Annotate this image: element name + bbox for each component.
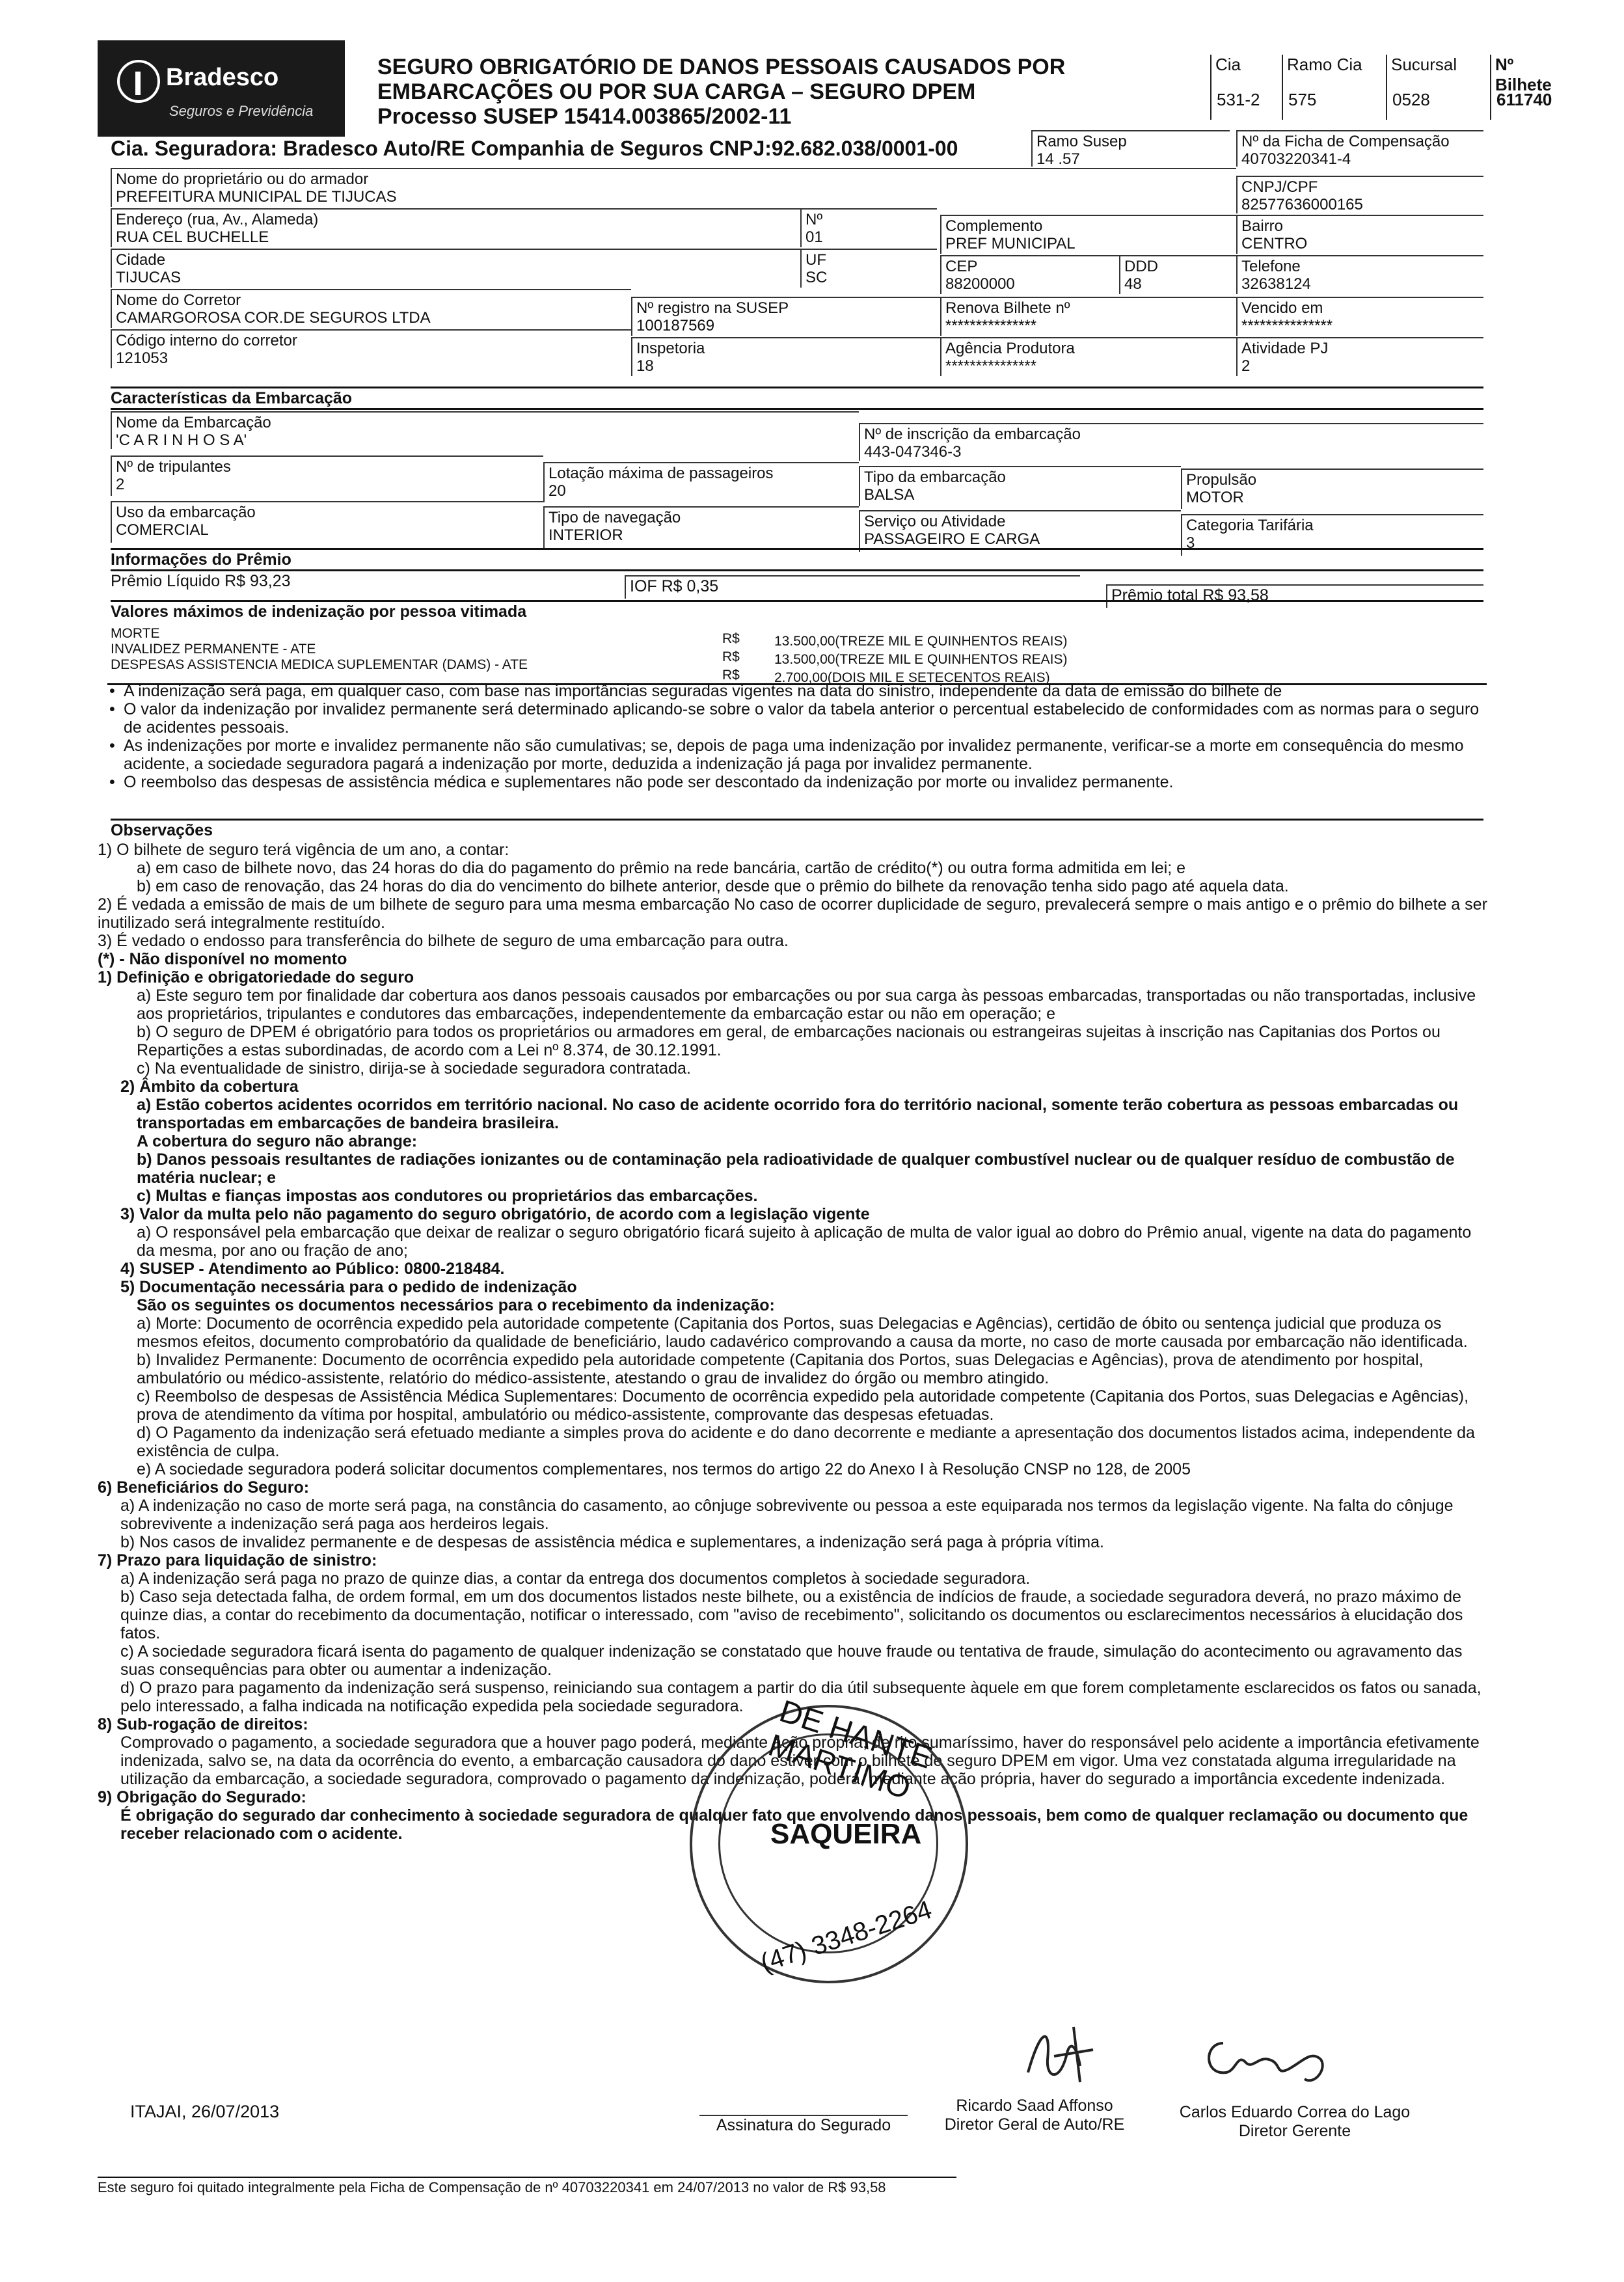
observation-item: c) A sociedade seguradora ficará isenta do pagamento de qualquer indenização se constatado que houve fraude ou tentativa de fraude, simulação do acontecimento ou agravamento das suas consequências para obter ou aumentar a indenização. (120, 1642, 1463, 1679)
bairro-label: Bairro (1241, 217, 1284, 235)
cidade-label: Cidade (116, 251, 166, 269)
document-title (377, 55, 1171, 129)
bilhete-cell (1490, 55, 1575, 120)
renova-field (940, 297, 1236, 336)
ficha-value: 40703220341-4 (1241, 150, 1351, 167)
registro-field (631, 297, 940, 336)
ddd-value: 48 (1124, 275, 1142, 293)
agencia-label: Agência Produtora (945, 340, 1075, 357)
telefone-label: Telefone (1241, 258, 1301, 275)
endereco-value: RUA CEL BUCHELLE (116, 228, 269, 246)
brand-subtitle: Seguros e Previdência (169, 103, 314, 119)
cobertura-nome: INVALIDEZ PERMANENTE - ATE (111, 642, 316, 657)
local-data: ITAJAI, 26/07/2013 (130, 2102, 280, 2121)
sucursal-value: 0528 (1392, 90, 1430, 109)
tripulantes-value: 2 (116, 476, 125, 493)
observation-item: a) Morte: Documento de ocorrência expedido pela autoridade competente (Capitania dos Portos, suas Delegacias e Agências), certidão de óbito ou sentença judicial que produza os mesmos efeitos, documento comprobatório da qualidade de beneficiário, laudo cadavérico comprovando a causa da morte, no caso de morte causada por embarcação não identificada. (137, 1314, 1468, 1351)
observation-item: b) O seguro de DPEM é obrigatório para todos os proprietários ou armadores em geral, de embarcações nacionais ou estrangeiras sujeitas à inscrição nas Capitanias dos Portos ou Repartições a estas subordinadas, de acordo com a Lei nº 8.374, de 30.12.1991. (137, 1023, 1441, 1059)
lotacao-label: Lotação máxima de passageiros (548, 465, 774, 482)
observation-item: c) Reembolso de despesas de Assistência Médica Suplementares: Documento de ocorrência expedido pela autoridade competente (Capitania dos Portos, suas Delegacias e Agências), prova de atendimento da vítima por hospital, ambulatório ou médico-assistente, comprovante das despesas efetuadas. (137, 1387, 1469, 1424)
premio-total-value: Prêmio total R$ 93,58 (1111, 586, 1269, 604)
vencido-label: Vencido em (1241, 299, 1323, 317)
observation-item: b) Invalidez Permanente: Documento de ocorrência expedido pela autoridade competente (Capitania dos Portos, suas Delegacias e Agências), prova de atendimento por hospital, ambulatório ou médico-assistente, relatório do médico-assistente, atestando o grau de invalidez do órgão ou membro atingido. (137, 1351, 1424, 1387)
observation-item: a) A indenização no caso de morte será paga, na constância do casamento, ao cônjuge sobrevivente ou pessoa a este equiparada nos termos da legislação vigente. Na falta do cônjuge sobrevivente a indenização será paga aos herdeiros legais. (120, 1497, 1454, 1533)
cobertura-moeda: R$ (722, 668, 740, 683)
ramo-susep-value: 14 .57 (1036, 150, 1080, 167)
bullet-item: • A indenização será paga, em qualquer caso, com base nas importâncias seguradas vigentes na data do sinistro, independente da data de emissão do bilhete de (124, 682, 1483, 700)
cobertura-valor: 13.500,00(TREZE MIL E QUINHENTOS REAIS) (774, 652, 1068, 667)
ddd-label: DDD (1124, 258, 1158, 275)
uf-value: SC (805, 269, 828, 286)
observation-item: a) Este seguro tem por finalidade dar cobertura aos danos pessoais causados por embarcações ou por sua carga às pessoas embarcadas, transportadas ou não transportadas, inclusive aos proprietários, tripulantes e condutores das embarcações, independentemente da embarcação estar ou não em operação; e (137, 986, 1476, 1023)
signer-2-role: Diretor Gerente (1238, 2122, 1351, 2140)
bairro-value: CENTRO (1241, 235, 1308, 252)
cobertura-moeda: R$ (722, 631, 740, 646)
registro-value: 100187569 (636, 317, 715, 334)
cia-label: Cia (1215, 55, 1241, 74)
numero-value: 01 (805, 228, 823, 246)
atividade-value: 2 (1241, 357, 1251, 375)
navegacao-field (543, 506, 859, 548)
ddd-field (1119, 255, 1236, 294)
navegacao-label: Tipo de navegação (548, 509, 681, 526)
vencido-value: *************** (1241, 317, 1333, 334)
observation-item: 2) É vedada a emissão de mais de um bilhete de seguro para uma mesma embarcação No caso de ocorrer duplicidade de seguro, prevalecerá sempre o mais antigo e o prêmio do bilhete a ser inutilizado será integralmente restituído. (98, 895, 1487, 932)
observation-item: b) em caso de renovação, das 24 horas do dia do vencimento do bilhete anterior, desde que o prêmio do bilhete da renovação tenha sido pago até aquela data. (137, 877, 1289, 895)
ramo-susep-label: Ramo Susep (1036, 133, 1127, 150)
observation-item: 1) Definição e obrigatoriedade do seguro (98, 968, 414, 986)
inspetoria-label: Inspetoria (636, 340, 705, 357)
observation-item: 7) Prazo para liquidação de sinistro: (98, 1551, 377, 1569)
telefone-field (1236, 255, 1483, 294)
cidade-field (111, 249, 800, 288)
cobertura-nome: MORTE (111, 626, 160, 641)
observation-item: d) O prazo para pagamento da indenização será suspenso, reiniciando sua contagem a partir do dia útil subsequente àquele em que forem completamente esclarecidos os fatos ou sanada, pelo interessado, a falha indicada na notificação expedida pela sociedade seguradora. (120, 1679, 1482, 1715)
bullet-item: • As indenizações por morte e invalidez permanente não são cumulativas; se, depois de paga uma indenização por invalidez permanente, verificar-se a morte em consequência do mesmo acidente, a sociedade seguradora pagará a indenização por morte, deduzida a indenização já paga por invalidez permanente. (124, 737, 1483, 773)
header (98, 40, 1552, 138)
observation-item: a) em caso de bilhete novo, das 24 horas do dia do pagamento do prêmio na rede bancária, cartão de crédito(*) ou outra forma admitida em lei; e (137, 859, 1186, 877)
premio-liquido: Prêmio Líquido R$ 93,23 (111, 572, 291, 590)
categoria-label: Categoria Tarifária (1186, 517, 1314, 534)
observation-item: c) Multas e fianças impostas aos condutores ou proprietários das embarcações. (137, 1187, 758, 1205)
bilhete-label: Nº Bilhete (1495, 55, 1552, 94)
tipo-embarcacao-label: Tipo da embarcação (864, 469, 1006, 486)
signer-1-role: Diretor Geral de Auto/RE (944, 2115, 1125, 2134)
bullet-item: • O valor da indenização por invalidez permanente será determinado aplicando-se sobre o valor da tabela anterior o percentual estabelecido de conformidades com as normas para o seguro de acidentes pessoais. (124, 700, 1483, 737)
observation-item: 5) Documentação necessária para o pedido de indenização (120, 1278, 577, 1296)
ficha-label: Nº da Ficha de Compensação (1241, 133, 1450, 150)
stamp-top-text: DE HANTE MARTIMO (764, 1694, 936, 1806)
cod-corretor-field (111, 329, 631, 368)
cobertura-valor: 13.500,00(TREZE MIL E QUINHENTOS REAIS) (774, 634, 1068, 649)
tipo-embarcacao-value: BALSA (864, 486, 915, 504)
uso-label: Uso da embarcação (116, 504, 256, 521)
cep-field (940, 255, 1119, 294)
nome-embarcacao-label: Nome da Embarcação (116, 414, 271, 431)
tripulantes-field (111, 455, 543, 496)
proprietario-label: Nome do proprietário ou do armador (116, 170, 369, 188)
observation-item: b) Nos casos de invalidez permanente e de despesas de assistência médica e suplementares, a indenização será paga à própria vítima. (120, 1533, 1104, 1551)
complemento-value: PREF MUNICIPAL (945, 235, 1076, 252)
observation-item: 1) O bilhete de seguro terá vigência de um ano, a contar: (98, 841, 509, 859)
tipo-embarcacao-field (859, 466, 1181, 506)
observation-item: 8) Sub-rogação de direitos: (98, 1715, 308, 1733)
observation-item: d) O Pagamento da indenização será efetuado mediante a simples prova do acidente e do dano decorrente e mediante a apresentação dos documentos listados acima, independente da existência de culpa. (137, 1424, 1475, 1460)
section-embarcacao: Características da Embarcação (111, 387, 1483, 410)
observation-item: a) O responsável pela embarcação que deixar de realizar o seguro obrigatório ficará sujeito à aplicação de multa de valor igual ao dobro do Prêmio anual, vigente na data do pagamento da mesma, por ano ou fração de ano; (137, 1223, 1472, 1260)
maritime-stamp (690, 1694, 968, 1983)
lotacao-value: 20 (548, 482, 566, 500)
title-line-2: EMBARCAÇÕES OU POR SUA CARGA – SEGURO DPEM (377, 79, 976, 104)
cep-label: CEP (945, 258, 978, 275)
section-valores: Valores máximos de indenização por pessoa vitimada (111, 600, 1483, 623)
iof-value: IOF R$ 0,35 (630, 577, 719, 595)
uf-label: UF (805, 251, 826, 269)
signature-1 (1015, 2020, 1106, 2092)
observation-item: 2) Âmbito da cobertura (120, 1078, 299, 1096)
corretor-field (111, 289, 631, 328)
endereco-label: Endereço (rua, Av., Alameda) (116, 211, 319, 228)
ramo-susep-field (1031, 130, 1230, 167)
signer-2 (1152, 2103, 1438, 2141)
cobertura-nome: DESPESAS ASSISTENCIA MEDICA SUPLEMENTAR (DAMS) - ATE (111, 657, 528, 672)
uf-field (800, 249, 937, 288)
ramo-cia-value: 575 (1288, 90, 1317, 109)
title-line-3: Processo SUSEP 15414.003865/2002-11 (377, 104, 792, 129)
categoria-value: 3 (1186, 534, 1195, 552)
cod-corretor-value: 121053 (116, 349, 169, 367)
observation-item: a) Estão cobertos acidentes ocorridos em território nacional. No caso de acidente ocorrido fora do território nacional, somente terão cobertura as pessoas embarcadas ou transportadas em embarcações de bandeira brasileira. (137, 1096, 1459, 1132)
header-codes (1210, 55, 1575, 120)
atividade-field (1236, 337, 1483, 376)
section-premio: Informações do Prêmio (111, 548, 1483, 571)
bairro-field (1236, 215, 1483, 254)
complemento-label: Complemento (945, 217, 1043, 235)
cnpj-value: 82577636000165 (1241, 196, 1363, 213)
agencia-value: *************** (945, 357, 1037, 375)
nome-embarcacao-value: 'C A R I N H O S A' (116, 431, 247, 449)
observation-item: e) A sociedade seguradora poderá solicitar documentos complementares, nos termos do artigo 22 do Anexo I à Resolução CNSP no 128, de 2005 (137, 1460, 1191, 1478)
atividade-label: Atividade PJ (1241, 340, 1329, 357)
title-line-1: SEGURO OBRIGATÓRIO DE DANOS PESSOAIS CAUSADOS POR (377, 55, 1066, 79)
servico-field (859, 510, 1181, 552)
observation-item: b) Caso seja detectada falha, de ordem formal, em um dos documentos listados neste bilhete, ou a existência de indícios de fraude, a sociedade seguradora deverá, no prazo máximo de quinze dias, a contar do recebimento da documentação, notificar o interessado, com "aviso de recebimento", solicitando os documentos ou esclarecimentos necessários à elucidação dos fatos. (120, 1588, 1463, 1642)
cnpj-label: CNPJ/CPF (1241, 178, 1318, 196)
bullets (124, 682, 1483, 791)
footer-payment-note: Este seguro foi quitado integralmente pela Ficha de Compensação de nº 40703220341 em 24/07/2013 no valor de R$ 93,58 (98, 2177, 956, 2196)
stamp-bottom-text: (47) 3348-2264 (757, 1895, 936, 1978)
observation-item: 9) Obrigação do Segurado: (98, 1788, 306, 1806)
assinatura-segurado: Assinatura do Segurado (699, 2115, 908, 2135)
observation-item: A cobertura do seguro não abrange: (137, 1132, 418, 1150)
ramo-cia-label: Ramo Cia (1287, 55, 1362, 74)
observation-item: b) Danos pessoais resultantes de radiações ionizantes ou de contaminação pela radioatividade de qualquer combustível nuclear ou de qualquer resíduo de combustão de matéria nuclear; e (137, 1150, 1455, 1187)
telefone-value: 32638124 (1241, 275, 1311, 293)
registro-label: Nº registro na SUSEP (636, 299, 789, 317)
corretor-value: CAMARGOROSA COR.DE SEGUROS LTDA (116, 309, 431, 327)
bradesco-logo (98, 40, 345, 137)
signature-2 (1197, 2024, 1353, 2089)
cep-value: 88200000 (945, 275, 1015, 293)
renova-label: Renova Bilhete nº (945, 299, 1070, 317)
cidade-value: TIJUCAS (116, 269, 182, 286)
navegacao-value: INTERIOR (548, 526, 623, 544)
uso-field (111, 501, 543, 543)
ficha-field (1236, 130, 1483, 167)
ramo-cia-cell (1282, 55, 1386, 120)
inspetoria-field (631, 337, 940, 376)
inscricao-value: 443-047346-3 (864, 443, 962, 461)
endereco-field (111, 208, 800, 247)
brand-name: Bradesco (166, 64, 279, 91)
lotacao-field (543, 462, 859, 502)
proprietario-field (111, 168, 1236, 207)
cod-corretor-label: Código interno do corretor (116, 332, 297, 349)
cobertura-valor: 2.700,00(DOIS MIL E SETECENTOS REAIS) (774, 670, 1050, 685)
uso-value: COMERCIAL (116, 521, 209, 539)
inspetoria-value: 18 (636, 357, 654, 375)
iof-field (625, 575, 1080, 599)
inscricao-label: Nº de inscrição da embarcação (864, 426, 1081, 443)
propulsao-field (1181, 469, 1483, 509)
cia-value: 531-2 (1217, 90, 1260, 109)
propulsao-label: Propulsão (1186, 471, 1257, 489)
cia-cell (1210, 55, 1282, 120)
signer-1 (924, 2097, 1145, 2134)
observation-item: c) Na eventualidade de sinistro, dirija-se à sociedade seguradora contratada. (137, 1059, 691, 1078)
observation-item: São os seguintes os documentos necessários para o recebimento da indenização: (137, 1296, 775, 1314)
servico-label: Serviço ou Atividade (864, 513, 1006, 530)
bilhete-value: 611740 (1496, 90, 1552, 109)
renova-value: *************** (945, 317, 1037, 334)
inscricao-field (859, 423, 1483, 461)
observation-item: 3) É vedado o endosso para transferência do bilhete de seguro de uma embarcação para outra. (98, 932, 789, 950)
stamp-middle-text: SAQUEIRA (770, 1818, 922, 1850)
cnpj-field (1236, 176, 1483, 213)
numero-field (800, 208, 937, 247)
observacoes-list (98, 841, 1490, 1843)
proprietario-value: PREFEITURA MUNICIPAL DE TIJUCAS (116, 188, 397, 206)
observation-item: 6) Beneficiários do Seguro: (98, 1478, 310, 1497)
propulsao-value: MOTOR (1186, 489, 1244, 506)
cia-seguradora: Cia. Seguradora: Bradesco Auto/RE Companhia de Seguros CNPJ:92.682.038/0001-00 (111, 137, 958, 160)
numero-label: Nº (805, 211, 823, 228)
cobertura-moeda: R$ (722, 649, 740, 664)
observation-item: 3) Valor da multa pelo não pagamento do seguro obrigatório, de acordo com a legislação vigente (120, 1205, 870, 1223)
agencia-field (940, 337, 1236, 376)
sucursal-label: Sucursal (1391, 55, 1457, 74)
observation-item: É obrigação do segurado dar conhecimento à sociedade seguradora de qualquer fato que envolvendo danos pessoais, bem como de qualquer reclamação ou documento que receber relacionado com o acidente. (120, 1806, 1468, 1843)
observation-item: 4) SUSEP - Atendimento ao Público: 0800-218484. (120, 1260, 505, 1278)
observation-item: Comprovado o pagamento, a sociedade seguradora que a houver pago poderá, mediante ação própria, de rito sumaríssimo, haver do responsável pelo acidente a importância efetivamente indenizada, salvo se, na data da ocorrência do evento, a embarcação causadora do dano estiver com o bilhete de seguro DPEM em vigor. Uma vez constatada alguma irregularidade na utilização da embarcação, a sociedade seguradora, comprovado o pagamento da indenização, poderá, mediante ação própria, haver do segurado a importância excedente indenizada. (120, 1733, 1480, 1788)
bullet-item: • O reembolso das despesas de assistência médica e suplementares não pode ser descontado da indenização por morte ou invalidez permanente. (124, 773, 1483, 791)
vencido-field (1236, 297, 1483, 336)
observation-item: a) A indenização será paga no prazo de quinze dias, a contar da entrega dos documentos completos à sociedade seguradora. (120, 1569, 1031, 1588)
signer-1-name: Ricardo Saad Affonso (956, 2097, 1113, 2115)
section-observacoes: Observações (111, 819, 1483, 842)
complemento-field (940, 215, 1236, 254)
nome-embarcacao-field (111, 411, 859, 449)
bradesco-tree-icon (117, 60, 160, 103)
tripulantes-label: Nº de tripulantes (116, 458, 231, 476)
servico-value: PASSAGEIRO E CARGA (864, 530, 1040, 548)
signer-2-name: Carlos Eduardo Correa do Lago (1179, 2103, 1411, 2121)
corretor-label: Nome do Corretor (116, 292, 241, 309)
observation-item: (*) - Não disponível no momento (98, 950, 347, 968)
sucursal-cell (1386, 55, 1490, 120)
